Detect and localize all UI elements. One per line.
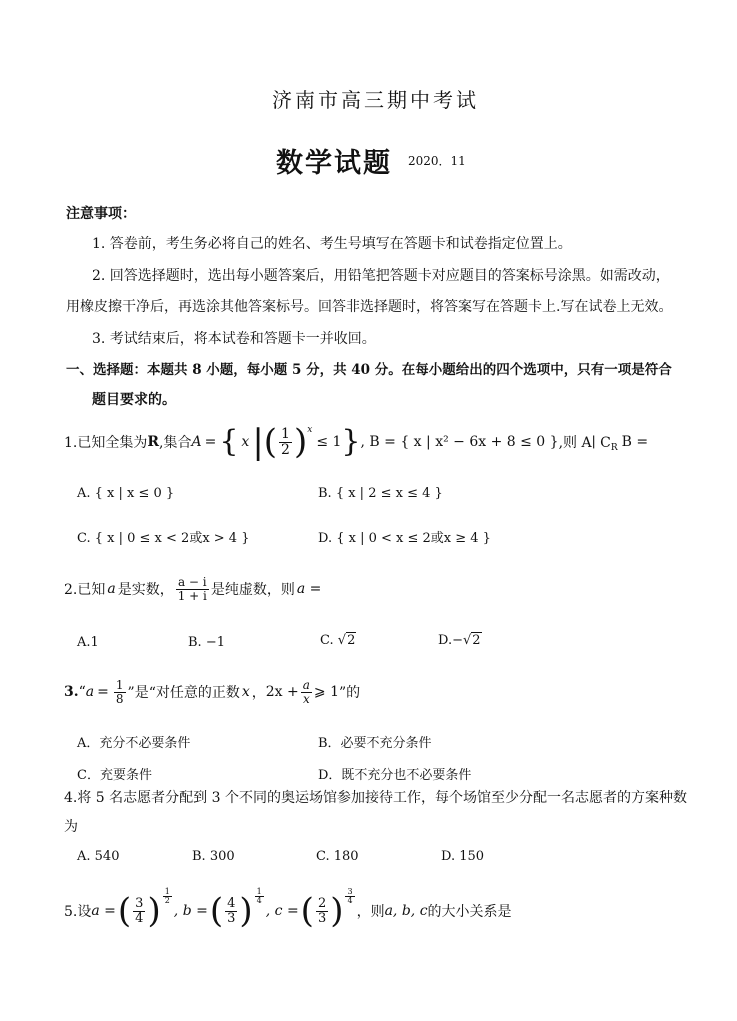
- q1-option-a: A. { x | x ≤ 0 }: [77, 486, 175, 501]
- q1-x: x: [241, 434, 250, 450]
- q5-f2-num: 4: [227, 895, 236, 911]
- q2-fraction: [176, 576, 209, 602]
- q3-eq: =: [97, 684, 109, 700]
- q2-a: a: [107, 581, 116, 597]
- q1-brace-open: {: [219, 424, 239, 459]
- question-4-stem-cont: 为: [64, 819, 78, 835]
- q5-a-eq: a =: [91, 903, 116, 919]
- q2-frac-num: a − i: [177, 574, 207, 589]
- q5-e3-num: 3: [347, 887, 353, 896]
- notice-heading: 注意事项：: [66, 206, 136, 222]
- q1-eq: =: [204, 434, 217, 450]
- q2-option-b: B. −1: [188, 635, 225, 650]
- q3-a: a: [85, 684, 95, 700]
- q5-end: 的大小关系是: [427, 904, 512, 920]
- notice-item-2-line-1: 2. 回答选择题时，选出每小题答案后，用铅笔把答题卡对应题目的答案标号涂黑。如需改动，: [92, 268, 670, 284]
- q4-option-c: C. 180: [316, 849, 359, 864]
- q1-then: ,则 A∣ C: [558, 435, 611, 451]
- q1-brace-close: }: [341, 424, 361, 459]
- q1-frac-den: 2: [281, 441, 290, 458]
- q5-paren-open-2: (: [209, 891, 224, 931]
- q5-e3-den: 4: [347, 896, 353, 906]
- q3-expr-2: ⩾ 1: [313, 684, 339, 700]
- q3-prefix: 3.: [64, 684, 79, 700]
- q3-ax-num: a: [302, 677, 310, 692]
- q5-c-eq: , c =: [265, 903, 299, 919]
- notice-item-1: 1. 答卷前，考生务必将自己的姓名、考生号填写在答题卡和试卷指定位置上。: [92, 236, 572, 252]
- q5-fraction-1: [133, 897, 145, 925]
- q1-exp: x: [307, 425, 313, 435]
- exam-date: 2020．11: [408, 154, 466, 168]
- q3-frac-num: 1: [115, 677, 124, 692]
- question-3-stem: [64, 672, 360, 712]
- q5-exponent-1: [163, 888, 172, 906]
- q4-option-d: D. 150: [441, 849, 485, 864]
- q3-fraction: [114, 679, 126, 705]
- question-1-stem: [64, 419, 648, 465]
- q5-paren-close-2: ): [239, 891, 253, 931]
- q1-option-b: B. { x | 2 ≤ x ≤ 4 }: [318, 486, 443, 501]
- q5-f1-den: 4: [135, 910, 144, 926]
- q2-option-a: A.1: [77, 635, 99, 650]
- notice-item-3: 3. 考试结束后，将本试卷和答题卡一并收回。: [92, 331, 376, 347]
- q2-frac-den: 1 + i: [177, 588, 207, 603]
- q3-x: x: [241, 684, 250, 700]
- q1-mid: ,集合: [159, 435, 192, 451]
- q2-mid: 是实数，: [117, 582, 174, 598]
- sqrt-icon: √: [337, 633, 347, 648]
- q2-option-d: [438, 633, 482, 648]
- question-2-stem: [64, 570, 321, 608]
- q5-e2-num: 1: [256, 887, 262, 896]
- q5-f2-den: 3: [227, 910, 236, 926]
- sqrt-icon: √: [462, 633, 472, 648]
- q3-frac-den: 8: [115, 691, 124, 706]
- q5-tail: ，则: [356, 904, 385, 920]
- q5-paren-close-1: ): [147, 891, 161, 931]
- q2-d-label: D.−: [438, 633, 463, 648]
- q2-option-c: [320, 633, 356, 648]
- q2-tail: 是纯虚数，则: [210, 582, 295, 598]
- question-4-stem: 4.将 5 名志愿者分配到 3 个不同的奥运场馆参加接待工作，每个场馆至少分配一名志愿者的方案种数: [64, 790, 687, 806]
- q1-R: R: [147, 434, 159, 450]
- q5-fraction-3: [316, 897, 328, 925]
- q1-option-d: D. { x | 0 < x ≤ 2或x ≥ 4 }: [318, 531, 491, 546]
- q1-bar: |: [252, 422, 264, 462]
- q1-option-c: C. { x | 0 ≤ x < 2或x > 4 }: [77, 531, 250, 546]
- q5-prefix: 5.设: [64, 904, 92, 920]
- exam-title: 济南市高三期中考试: [272, 88, 479, 112]
- q5-e1-num: 1: [164, 887, 170, 896]
- q5-paren-open-3: (: [300, 891, 314, 931]
- q2-end: a =: [296, 581, 322, 597]
- q3-option-a: A．充分不必要条件: [77, 736, 191, 751]
- q5-abc: a, b, c: [384, 903, 428, 919]
- q2-c-radicand: 2: [347, 633, 356, 648]
- q1-set-b: , B = { x | x² − 6x + 8 ≤ 0 }: [360, 434, 559, 450]
- q2-c-label: C.: [320, 633, 334, 648]
- q1-fraction: [279, 427, 292, 457]
- q3-fraction-ax: [301, 679, 312, 705]
- q5-f1-num: 3: [135, 895, 144, 911]
- q3-expr-1: 2x +: [265, 684, 299, 700]
- q3-ax-den: x: [302, 691, 310, 706]
- q3-mid: ”是“对任意的正数: [127, 685, 240, 701]
- q5-paren-close-3: ): [330, 891, 344, 931]
- q5-f3-num: 2: [317, 895, 327, 911]
- q5-exponent-2: [255, 888, 264, 906]
- q1-frac-num: 1: [281, 425, 290, 442]
- q1-A: A: [191, 434, 202, 450]
- q5-f3-den: 3: [317, 910, 327, 926]
- q1-paren-close: ): [293, 422, 308, 462]
- q1-leq1: ≤ 1: [316, 434, 342, 450]
- q3-comma: ，: [251, 685, 266, 701]
- q3-option-b: B．必要不充分条件: [318, 736, 432, 751]
- q4-option-b: B. 300: [192, 849, 235, 864]
- q5-e2-den: 4: [256, 896, 262, 906]
- q3-open-quote: “: [78, 684, 86, 700]
- q4-option-a: A. 540: [77, 849, 120, 864]
- q5-exponent-3: [345, 888, 354, 906]
- section-1-heading: 一、选择题：本题共 8 小题，每小题 5 分，共 40 分。在每小题给出的四个选项中，只有一项是符合: [66, 362, 672, 378]
- question-5-stem: [64, 886, 512, 936]
- q2-d-radicand: 2: [472, 633, 481, 648]
- subject-title: 数学试题: [276, 148, 392, 179]
- q3-tail: ”的: [339, 685, 361, 701]
- q1-tail: B =: [621, 434, 649, 450]
- notice-item-2-line-2: 用橡皮擦干净后，再选涂其他答案标号。回答非选择题时，将答案写在答题卡上.写在试卷上无效。: [66, 299, 673, 315]
- q1-sub: R: [610, 443, 618, 453]
- q3-option-c: C．充要条件: [77, 768, 152, 783]
- q5-e1-den: 2: [164, 896, 170, 906]
- q5-fraction-2: [225, 897, 237, 925]
- q5-b-eq: , b =: [173, 903, 208, 919]
- q1-paren-open: (: [263, 422, 278, 462]
- q1-prefix: 1.已知全集为: [64, 435, 148, 451]
- q3-option-d: D．既不充分也不必要条件: [318, 768, 472, 783]
- q2-prefix: 2.已知: [64, 582, 106, 598]
- section-1-heading-cont: 题目要求的。: [92, 392, 176, 408]
- q5-paren-open-1: (: [117, 891, 132, 931]
